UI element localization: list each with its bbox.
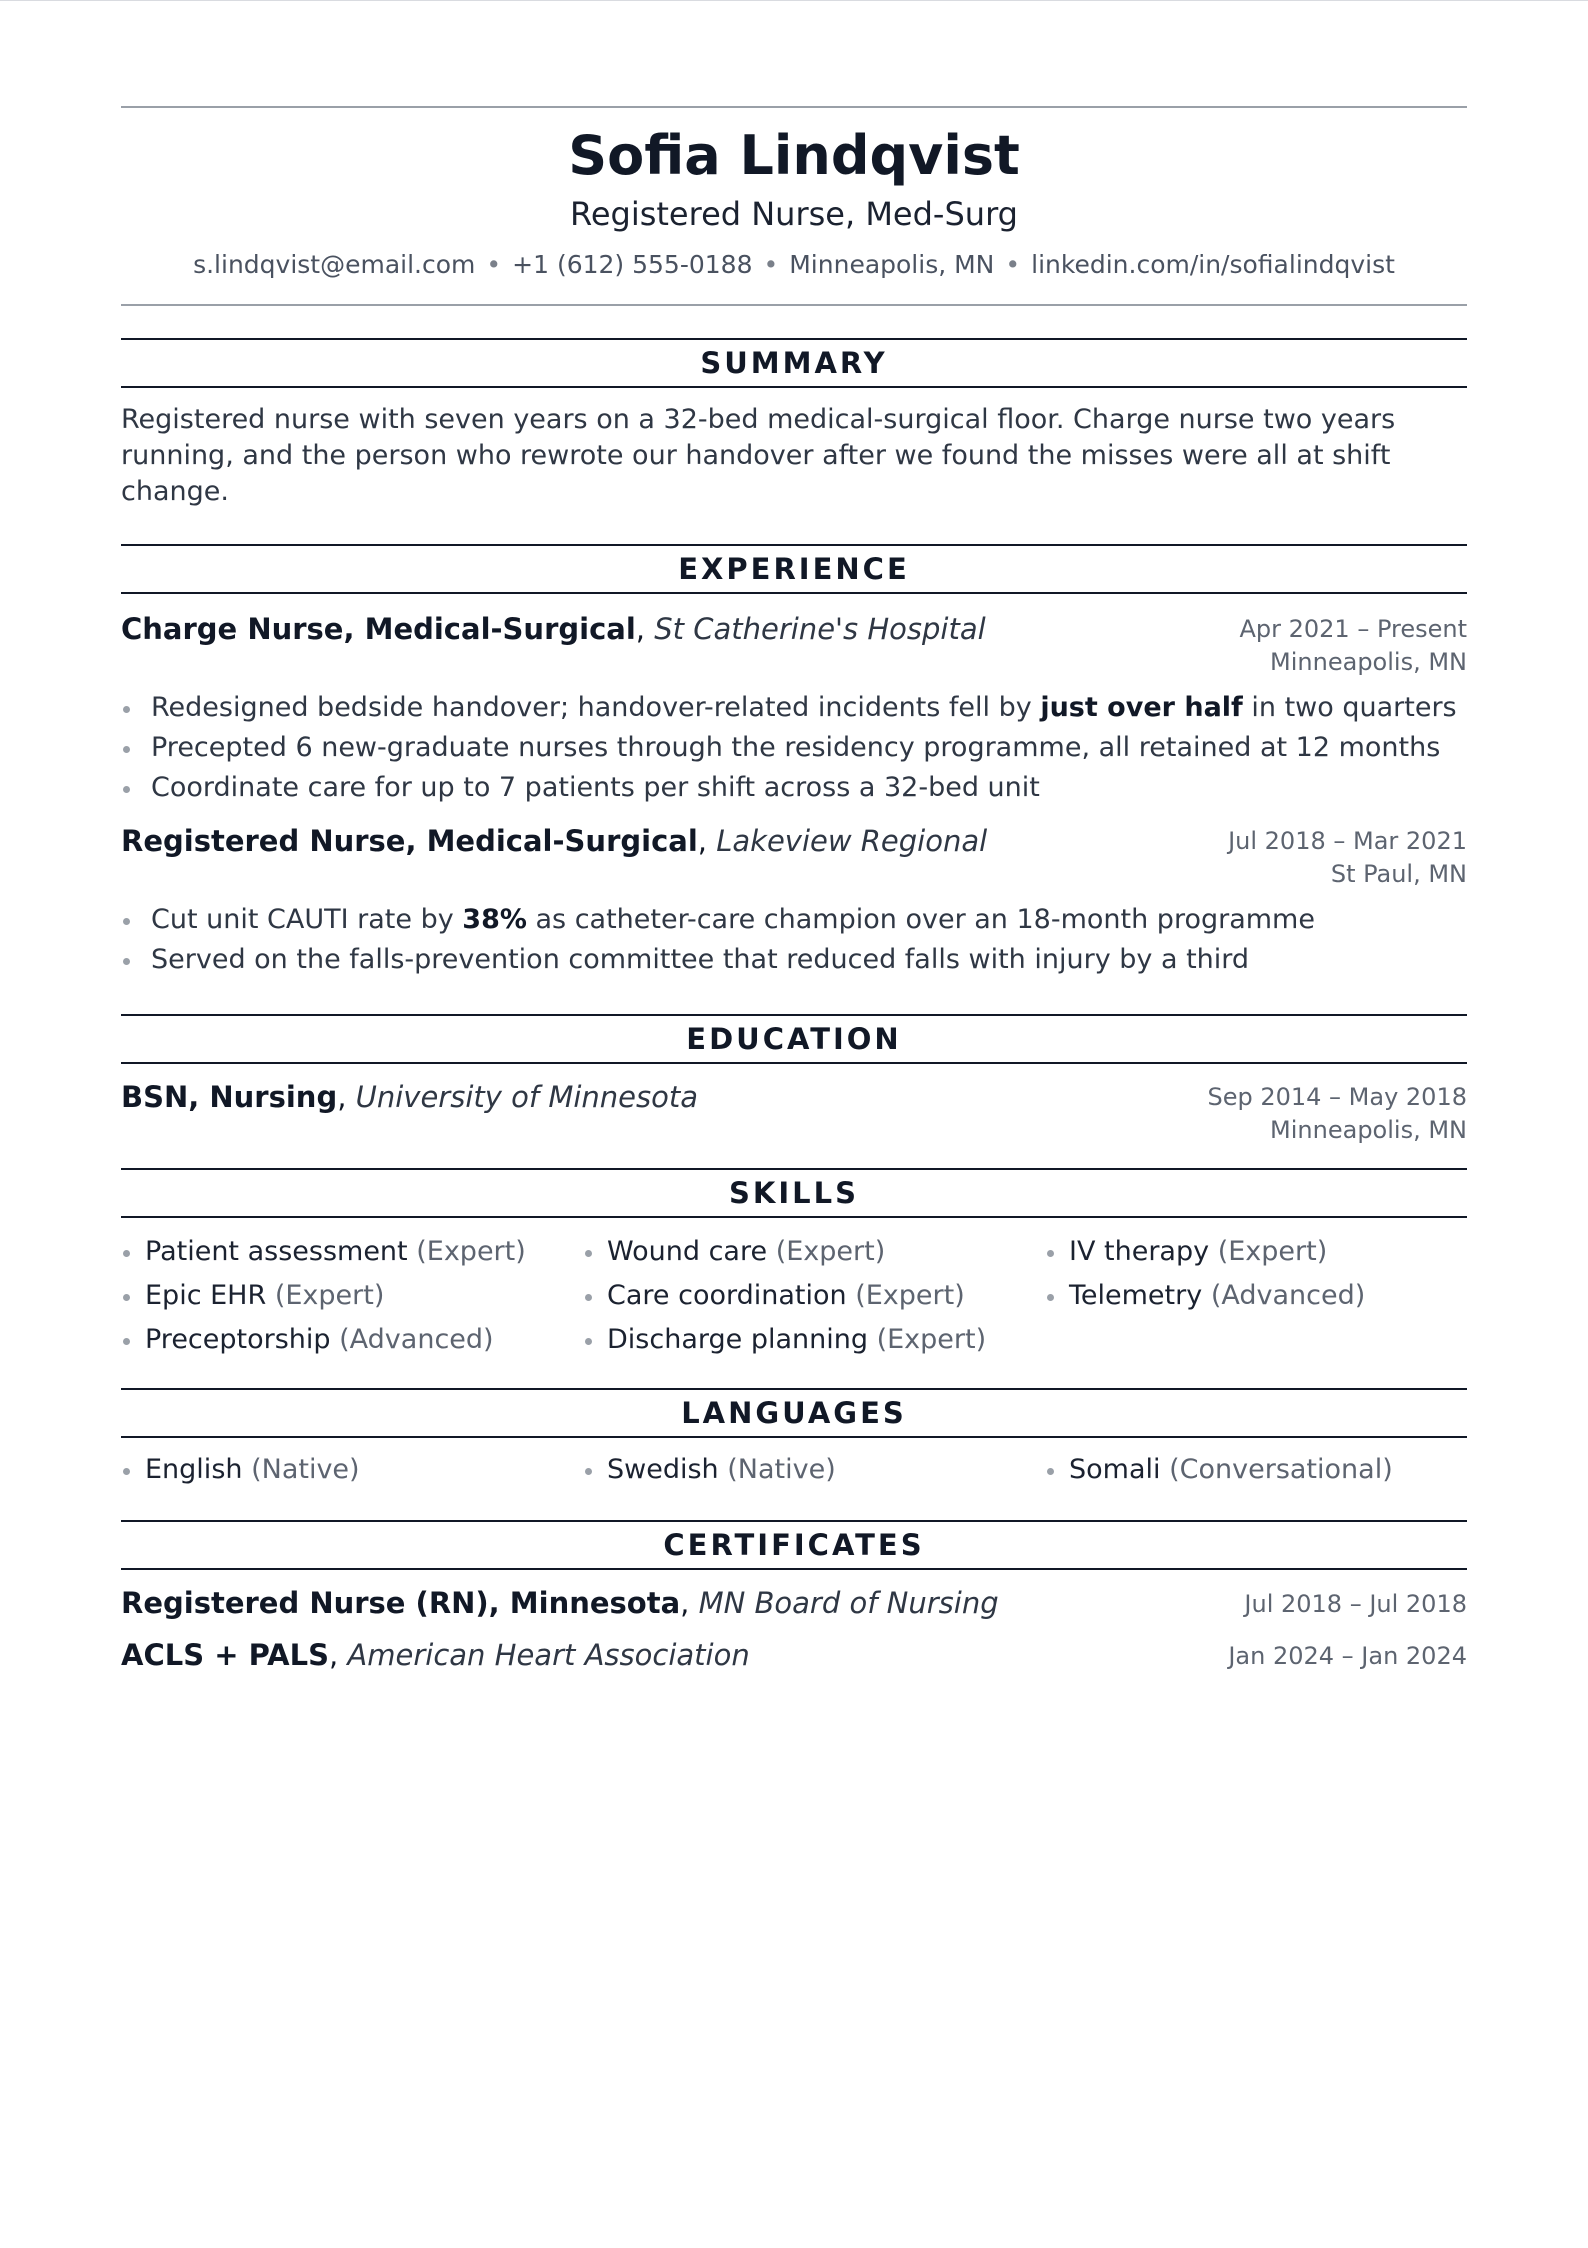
degree-name: BSN, Nursing: [121, 1080, 338, 1114]
contact-separator: •: [486, 250, 502, 279]
languages-grid: [121, 1448, 1467, 1492]
experience-entry: [121, 822, 1467, 980]
certificate-name: Registered Nurse (RN), Minnesota: [121, 1586, 681, 1620]
skill-item: Telemetry (Advanced): [1045, 1274, 1467, 1318]
bullet-item: Precepted 6 new-graduate nurses through the residency programme, all retained at 12 months: [121, 728, 1467, 768]
skill-item: Preceptorship (Advanced): [121, 1318, 583, 1362]
header-bottom-rule: [121, 304, 1467, 306]
language-item: English (Native): [121, 1448, 583, 1492]
contact-phone: +1 (612) 555-0188: [512, 250, 753, 279]
section-heading-experience: EXPERIENCE: [121, 544, 1467, 594]
education-dates: Sep 2014 – May 2018: [1207, 1083, 1467, 1111]
certificate-issuer: American Heart Association: [347, 1638, 750, 1672]
job-bullets: [121, 900, 1467, 980]
education-entry: [121, 1078, 1467, 1168]
certificate-name: ACLS + PALS: [121, 1638, 329, 1672]
education-location: Minneapolis, MN: [1270, 1116, 1467, 1144]
resume-header: [121, 124, 1467, 282]
skills-grid: [121, 1230, 1467, 1362]
degree-line: BSN, Nursing, University of Minnesota: [121, 1080, 698, 1114]
skill-item: Wound care (Expert): [583, 1230, 1045, 1274]
job-title-line: Charge Nurse, Medical-Surgical, St Catherine's Hospital: [121, 612, 986, 646]
candidate-title: Registered Nurse, Med-Surg: [570, 195, 1018, 233]
skill-item: Care coordination (Expert): [583, 1274, 1045, 1318]
certificate-dates: Jul 2018 – Jul 2018: [1244, 1590, 1467, 1618]
job-dates: Jul 2018 – Mar 2021: [1228, 827, 1467, 855]
contact-email: s.lindqvist@email.com: [193, 250, 476, 279]
header-top-rule: [121, 106, 1467, 108]
skill-item: Patient assessment (Expert): [121, 1230, 583, 1274]
job-meta: [1228, 825, 1467, 891]
section-heading-languages: LANGUAGES: [121, 1388, 1467, 1438]
certificate-line: ACLS + PALS, American Heart Association: [121, 1638, 750, 1672]
education-meta: [1207, 1081, 1467, 1147]
certificate-dates: Jan 2024 – Jan 2024: [1228, 1642, 1467, 1670]
bullet-item: Coordinate care for up to 7 patients per shift across a 32-bed unit: [121, 768, 1467, 808]
job-dates: Apr 2021 – Present: [1239, 615, 1467, 643]
bullet-item: Served on the falls-prevention committee that reduced falls with injury by a third: [121, 940, 1467, 980]
job-role: Registered Nurse, Medical-Surgical: [121, 824, 698, 858]
certificate-entry: [121, 1628, 1467, 1680]
skill-item: Epic EHR (Expert): [121, 1274, 583, 1318]
language-item: Swedish (Native): [583, 1448, 1045, 1492]
job-employer: Lakeview Regional: [716, 824, 988, 858]
summary-text: Registered nurse with seven years on a 32-bed medical-surgical floor. Charge nurse two years running, and the person who rewrote our handover after we found the misses were all at shift change.: [121, 404, 1396, 507]
candidate-name: Sofia Lindqvist: [568, 124, 1020, 187]
contact-linkedin: linkedin.com/in/sofialindqvist: [1031, 250, 1395, 279]
bullet-item: Cut unit CAUTI rate by 38% as catheter-care champion over an 18-month programme: [121, 900, 1467, 940]
job-meta: [1239, 613, 1467, 679]
skill-item: IV therapy (Expert): [1045, 1230, 1467, 1274]
resume-page: [121, 106, 1467, 1680]
section-heading-skills: SKILLS: [121, 1168, 1467, 1218]
job-title-line: Registered Nurse, Medical-Surgical, Lakeview Regional: [121, 824, 988, 858]
section-heading-summary: SUMMARY: [121, 338, 1467, 388]
contact-line: [121, 248, 1467, 282]
job-bullets: [121, 688, 1467, 808]
section-heading-certificates: CERTIFICATES: [121, 1520, 1467, 1570]
contact-separator: •: [1005, 250, 1021, 279]
section-heading-education: EDUCATION: [121, 1014, 1467, 1064]
certificate-line: Registered Nurse (RN), Minnesota, MN Board of Nursing: [121, 1586, 999, 1620]
job-location: St Paul, MN: [1330, 860, 1467, 888]
language-item: Somali (Conversational): [1045, 1448, 1467, 1492]
experience-entry: [121, 610, 1467, 808]
certificate-entry: [121, 1576, 1467, 1628]
job-employer: St Catherine's Hospital: [654, 612, 986, 646]
bullet-item: Redesigned bedside handover; handover-related incidents fell by just over half in two quarters: [121, 688, 1467, 728]
contact-location: Minneapolis, MN: [789, 250, 995, 279]
job-location: Minneapolis, MN: [1270, 648, 1467, 676]
job-role: Charge Nurse, Medical-Surgical: [121, 612, 636, 646]
skill-item: Discharge planning (Expert): [583, 1318, 1045, 1362]
page-top-border: [0, 0, 1588, 1]
certificate-issuer: MN Board of Nursing: [698, 1586, 999, 1620]
contact-separator: •: [763, 250, 779, 279]
school-name: University of Minnesota: [355, 1080, 698, 1114]
